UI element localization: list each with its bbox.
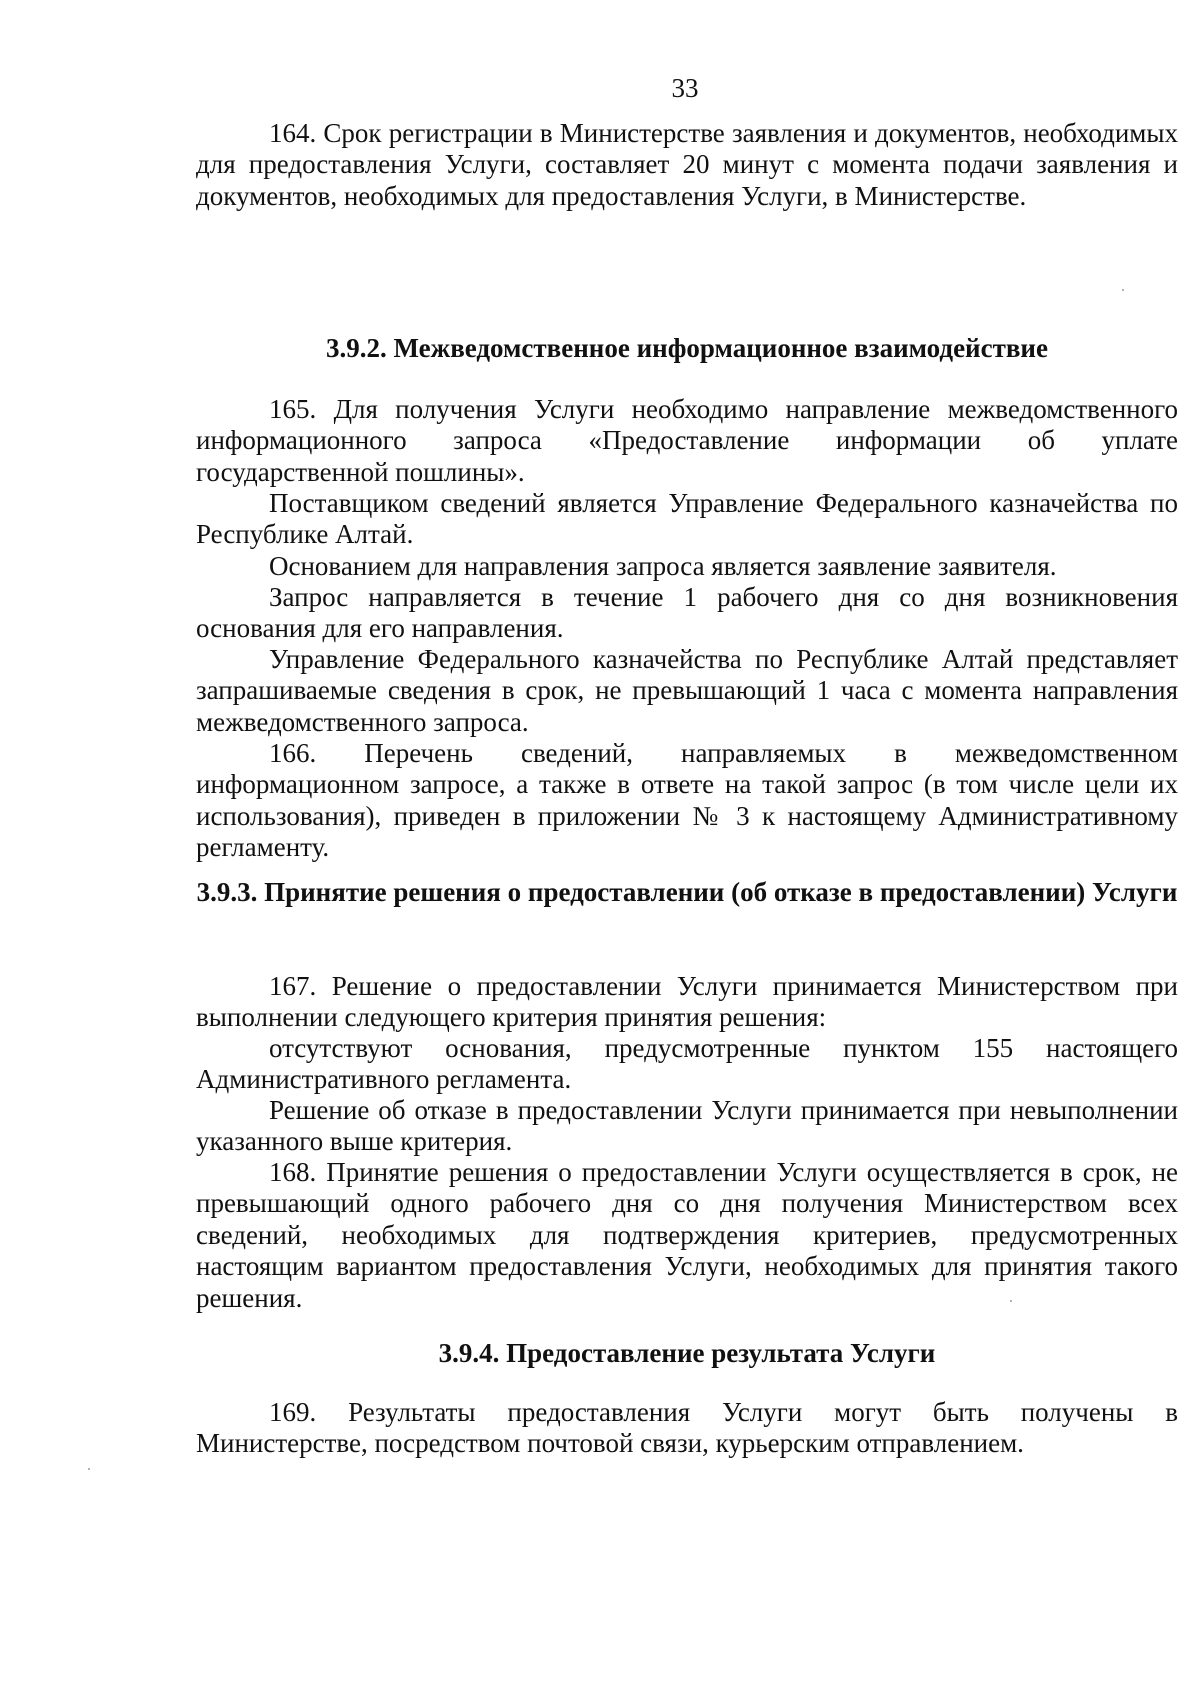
paragraph-164: 164. Срок регистрации в Министерстве заявления и документов, необходимых для предоставления Услуги, составляет 20 минут с момента подачи заявления и документов, необходимых для предоставления Услуги, в Министерстве. xyxy=(196,118,1178,211)
paragraph-165: 165. Для получения Услуги необходимо направление межведомственного информационного запроса «Предоставление информации об уплате государственной пошлины». xyxy=(196,394,1178,487)
scan-speck xyxy=(1010,1300,1012,1302)
paragraph-response-term: Управление Федерального казначейства по Республике Алтай представляет запрашиваемые сведения в срок, не превышающий 1 часа с момента направления межведомственного запроса. xyxy=(196,644,1178,737)
paragraph-criterion: отсутствуют основания, предусмотренные пунктом 155 настоящего Административного регламента. xyxy=(196,1033,1178,1095)
section-heading-3-9-4: 3.9.4. Предоставление результата Услуги xyxy=(438,1338,936,1368)
paragraph-167: 167. Решение о предоставлении Услуги принимается Министерством при выполнении следующего критерия принятия решения: xyxy=(196,971,1178,1033)
scan-speck xyxy=(1122,289,1124,291)
paragraph-169: 169. Результаты предоставления Услуги могут быть получены в Министерстве, посредством почтовой связи, курьерским отправлением. xyxy=(196,1397,1178,1459)
scan-speck xyxy=(88,1468,90,1470)
paragraph-166: 166. Перечень сведений, направляемых в межведомственном информационном запросе, а также в ответе на такой запрос (в том числе цели их использования), приведен в приложении № 3 к настоящему Административному регламенту. xyxy=(196,738,1178,863)
page-number: 33 xyxy=(671,73,699,103)
paragraph-basis: Основанием для направления запроса является заявление заявителя. xyxy=(269,551,1057,581)
section-heading-3-9-3: 3.9.3. Принятие решения о предоставлении (об отказе в предоставлении) Услуги xyxy=(196,877,1178,907)
paragraph-request-term: Запрос направляется в течение 1 рабочего дня со дня возникновения основания для его направления. xyxy=(196,582,1178,644)
section-heading-3-9-2: 3.9.2. Межведомственное информационное взаимодействие xyxy=(326,333,1048,363)
paragraph-refusal: Решение об отказе в предоставлении Услуги принимается при невыполнении указанного выше критерия. xyxy=(196,1095,1178,1157)
paragraph-168: 168. Принятие решения о предоставлении Услуги осуществляется в срок, не превышающий одного рабочего дня со дня получения Министерством всех сведений, необходимых для подтверждения критериев, предусмотренных настоящим вариантом предоставления Услуги, необходимых для принятия такого решения. xyxy=(196,1157,1178,1313)
paragraph-supplier: Поставщиком сведений является Управление Федерального казначейства по Республике Алтай. xyxy=(196,488,1178,550)
